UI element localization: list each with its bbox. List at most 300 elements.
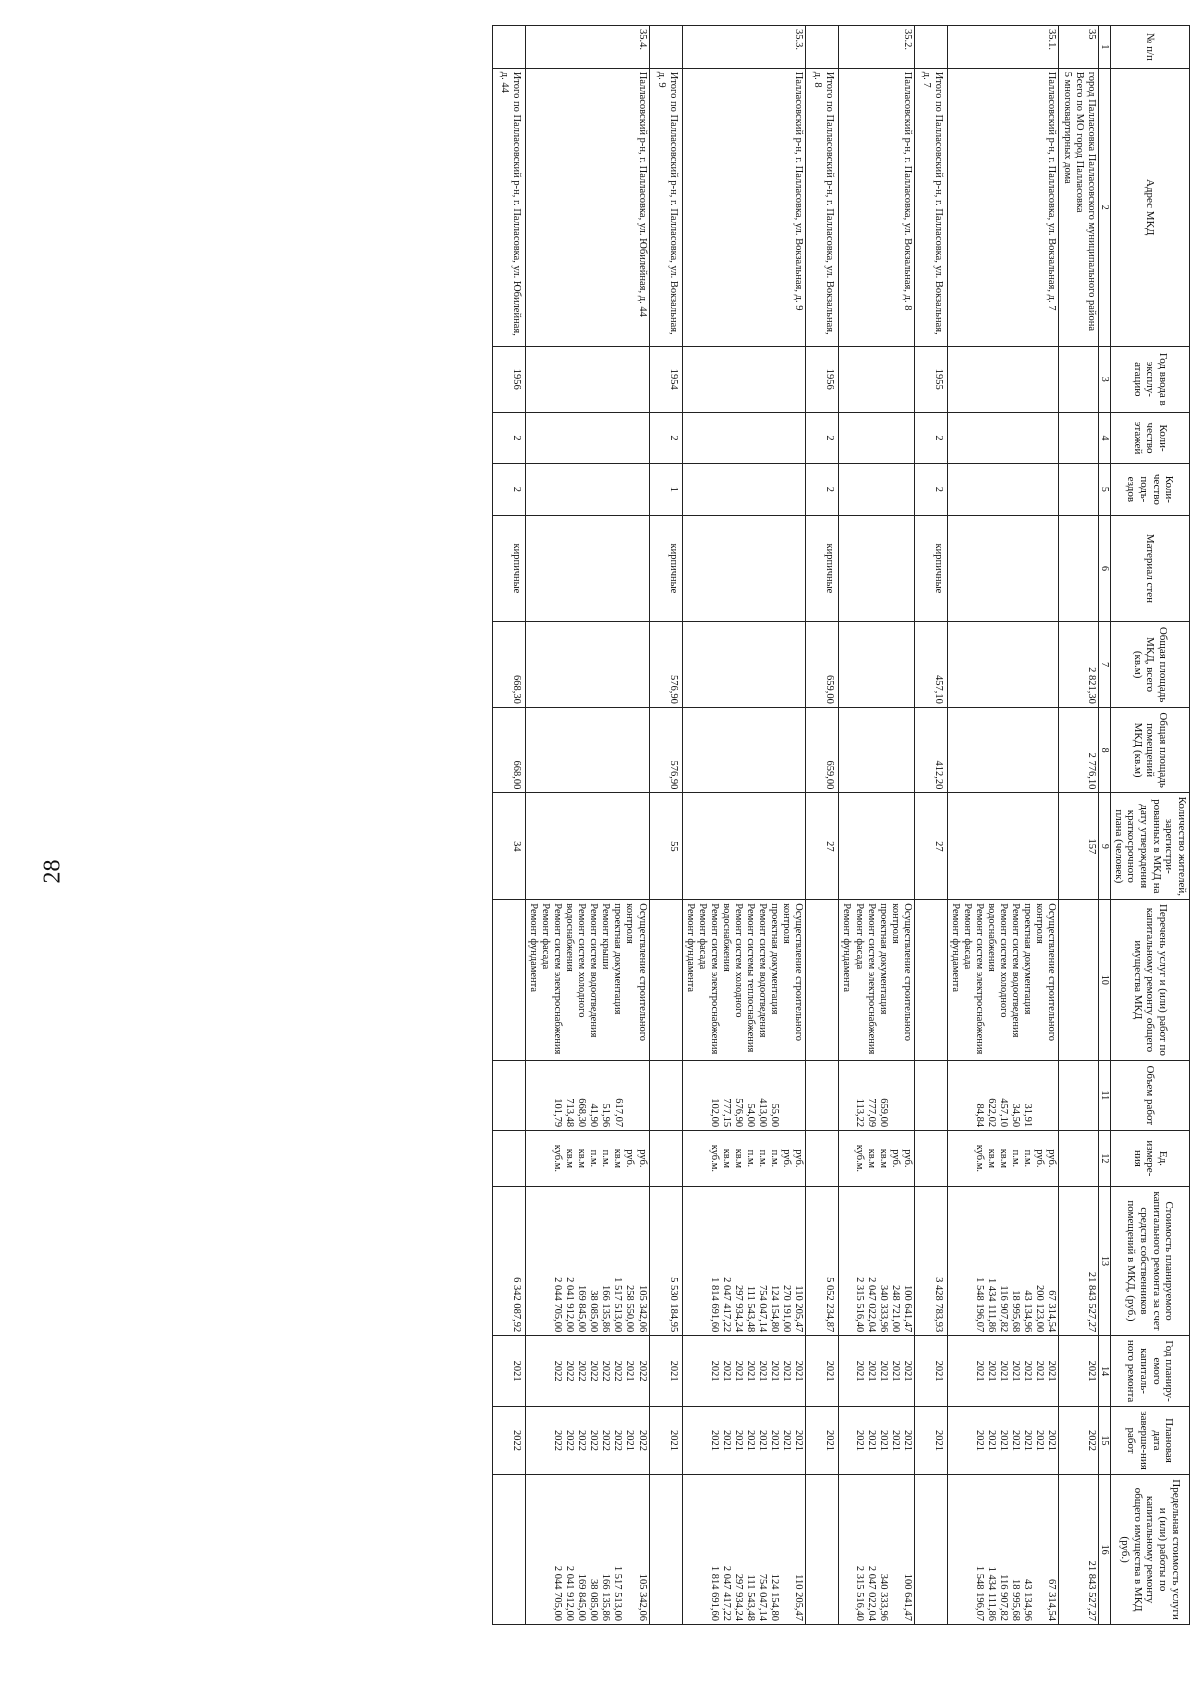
- work-cost-line: 1 434 111,86: [986, 1277, 998, 1333]
- premises-area: 576,90: [649, 707, 682, 793]
- residents-count: 34: [492, 793, 525, 900]
- cost-limit-line: 340 333,96: [877, 1573, 889, 1621]
- completion-dates: [525, 1406, 649, 1474]
- building-row: [839, 26, 914, 1625]
- address-cell-line: Палласовский р-н, г. Палласовка, ул. Юбилейная, д. 44: [636, 71, 648, 317]
- work-volume-line: 413,00: [757, 1098, 769, 1128]
- cost-limit-line: 1 434 111,86: [986, 1566, 998, 1621]
- wall-material: [839, 515, 914, 622]
- work-line: Ремонт крыши: [600, 903, 612, 970]
- work-volume-line: 668,30: [576, 1098, 588, 1128]
- work-line: Ремонт системы теплоснабжения: [745, 903, 757, 1053]
- address-cell-line: Итого по Палласовский р-н, г. Палласовка, ул. Юбилейная, д. 44: [498, 71, 522, 336]
- work-unit-line: п.м.: [757, 1149, 769, 1168]
- wall-material: [525, 515, 649, 622]
- work-line: Ремонт фасада: [962, 903, 974, 970]
- cost-limit-line: 111 543,48: [745, 1574, 757, 1621]
- work-line: [667, 903, 679, 1056]
- repair-years: [839, 1336, 914, 1407]
- cost-limit-line: 754 047,14: [757, 1573, 769, 1621]
- completion-date-line: 2021: [932, 1430, 944, 1452]
- work-costs: [947, 1186, 1059, 1336]
- repair-year-line: 2022: [600, 1360, 612, 1382]
- cost-limit-line: [1033, 1478, 1045, 1621]
- work-volume-line: 622,02: [986, 1098, 998, 1128]
- work-unit-line: [1085, 1134, 1097, 1183]
- section-row: [1059, 26, 1098, 1625]
- cost-limits: [806, 1475, 839, 1625]
- premises-area: [682, 707, 806, 793]
- row-number: 35.3.: [682, 26, 806, 69]
- cost-limit-line: 169 845,00: [576, 1573, 588, 1621]
- cost-limit-line: 100 641,47: [901, 1573, 913, 1621]
- total-area: [525, 622, 649, 708]
- column-number: 9: [1098, 793, 1111, 900]
- work-cost-line: 2 047 022,04: [865, 1277, 877, 1333]
- entrances-count: 2: [806, 464, 839, 515]
- col-header: Общая площадь помещений МКД (кв.м): [1111, 707, 1190, 793]
- cost-limits: [492, 1475, 525, 1625]
- work-costs: [525, 1186, 649, 1336]
- work-units: [649, 1131, 682, 1187]
- completion-date-line: 2022: [588, 1430, 600, 1452]
- repair-year-line: 2022: [636, 1360, 648, 1382]
- work-units: [1059, 1131, 1098, 1187]
- work-cost-line: 5 052 234,87: [824, 1277, 836, 1333]
- work-cost-line: 169 845,00: [576, 1285, 588, 1333]
- work-cost-line: 340 333,96: [877, 1285, 889, 1333]
- work-cost-line: 1 814 691,60: [708, 1277, 720, 1333]
- work-unit-line: кв.м: [865, 1148, 877, 1169]
- work-line: Ремонт систем водоотведения: [1010, 903, 1022, 1038]
- floors-count: 2: [806, 412, 839, 463]
- column-number: 3: [1098, 346, 1111, 412]
- address-cell-line: Палласовский р-н, г. Палласовка, ул. Вокзальная, д. 7: [1046, 71, 1058, 311]
- address-cell-line: Итого по Палласовский р-н, г. Палласовка, ул. Вокзальная, д. 7: [920, 71, 944, 335]
- work-volume-line: [510, 1064, 522, 1128]
- address-cell: [839, 68, 914, 346]
- repair-year-line: 2021: [974, 1360, 986, 1382]
- completion-date-line: 2021: [1046, 1430, 1058, 1452]
- rotated-page: [30, 25, 1190, 1685]
- address-cell: [1059, 68, 1098, 346]
- completion-date-line: 2021: [667, 1430, 679, 1452]
- cost-limit-line: 2 041 912,00: [564, 1565, 576, 1621]
- work-costs: [492, 1186, 525, 1336]
- work-cost-line: 18 995,68: [1010, 1290, 1022, 1333]
- repair-years: [649, 1336, 682, 1407]
- address-cell-line: Палласовский р-н, г. Палласовка, ул. Вокзальная, д. 8: [901, 71, 913, 311]
- building-row: [682, 26, 806, 1625]
- residents-count: [839, 793, 914, 900]
- work-volumes: [525, 1060, 649, 1131]
- repair-year-line: 2021: [824, 1360, 836, 1382]
- address-cell: [914, 68, 947, 346]
- column-number-row: [1098, 26, 1111, 1625]
- repair-year-line: 2021: [732, 1360, 744, 1382]
- work-volume-line: [932, 1064, 944, 1128]
- cost-limit-line: 1 548 196,07: [974, 1565, 986, 1621]
- work-unit-line: руб.: [781, 1149, 793, 1168]
- total-area: 668,30: [492, 622, 525, 708]
- work-volume-line: 576,90: [733, 1098, 745, 1128]
- column-number: 5: [1098, 464, 1111, 515]
- cost-limit-line: [823, 1478, 835, 1621]
- work-unit-line: кв.м: [564, 1148, 576, 1169]
- work-cost-line: 1 548 196,07: [974, 1277, 986, 1333]
- building-row: [525, 26, 649, 1625]
- work-line: [510, 903, 522, 1056]
- total-row: [806, 26, 839, 1625]
- repair-years: [492, 1336, 525, 1407]
- cost-limits: [682, 1475, 806, 1625]
- floors-count: 2: [492, 412, 525, 463]
- repair-year-line: 2021: [1046, 1360, 1058, 1382]
- work-volume-line: 113,22: [853, 1098, 865, 1128]
- work-costs: [1059, 1186, 1098, 1336]
- work-volume-line: [780, 1064, 792, 1128]
- address-cell-line: город Палласовка Палласовского муниципального района: [1085, 71, 1097, 332]
- work-volume-line: 51,96: [600, 1103, 612, 1128]
- address-cell-line: 5 многоквартирных дома: [1061, 71, 1073, 184]
- wall-material: кирпичные: [914, 515, 947, 622]
- col-header: Перечень услуг и (или) работ по капитальному ремонту общего имущества МКД: [1111, 900, 1190, 1060]
- residents-count: [525, 793, 649, 900]
- entrances-count: [947, 464, 1059, 515]
- cost-limit-line: 43 134,96: [1022, 1579, 1034, 1621]
- residents-count: 157: [1059, 793, 1098, 900]
- residents-count: 27: [914, 793, 947, 900]
- repair-year-line: 2021: [889, 1360, 901, 1382]
- row-number: [806, 26, 839, 69]
- work-unit-line: кв.м: [877, 1148, 889, 1169]
- repair-year-line: 2021: [998, 1360, 1010, 1382]
- work-volumes: [914, 1060, 947, 1131]
- work-volume-line: [636, 1064, 648, 1128]
- works-list: [947, 900, 1059, 1060]
- completion-date-line: 2021: [986, 1430, 998, 1452]
- repair-years: [1059, 1336, 1098, 1407]
- cost-limit-line: 124 154,80: [769, 1573, 781, 1621]
- work-line: Осуществление строительного контроля: [1034, 903, 1058, 1042]
- total-row: [492, 26, 525, 1625]
- work-volume-line: 101,79: [552, 1098, 564, 1128]
- completion-date-line: 2021: [901, 1430, 913, 1452]
- work-volume-line: 457,10: [998, 1098, 1010, 1128]
- repair-plan-table: [492, 25, 1190, 1625]
- col-header: Адрес МКД: [1111, 68, 1190, 346]
- address-cell: [492, 68, 525, 346]
- completion-date-line: 2021: [1010, 1430, 1022, 1452]
- completion-dates: [839, 1406, 914, 1474]
- column-number: 14: [1098, 1336, 1111, 1407]
- work-units: [914, 1131, 947, 1187]
- completion-date-line: 2022: [600, 1430, 612, 1452]
- works-list: [682, 900, 806, 1060]
- building-row: [947, 26, 1059, 1625]
- work-line: [1085, 903, 1097, 1056]
- work-unit-line: руб.: [636, 1149, 648, 1168]
- work-cost-line: 116 907,82: [998, 1285, 1010, 1333]
- work-volume-line: 31,91: [1022, 1103, 1034, 1128]
- work-line: Ремонт систем холодного водоснабжения: [564, 903, 588, 1018]
- work-unit-line: руб.: [901, 1149, 913, 1168]
- residents-count: 27: [806, 793, 839, 900]
- work-unit-line: п.м.: [588, 1149, 600, 1168]
- repair-year-line: 2021: [757, 1360, 769, 1382]
- col-header: Ед. измере-ния: [1111, 1131, 1190, 1187]
- work-costs: [839, 1186, 914, 1336]
- work-line: Ремонт систем водоотведения: [588, 903, 600, 1038]
- work-line: Ремонт фундамента: [841, 903, 853, 993]
- work-volume-line: 659,00: [877, 1098, 889, 1128]
- work-volume-line: [667, 1064, 679, 1128]
- work-volume-line: [624, 1064, 636, 1128]
- col-header: Коли-чество подъ-ездов: [1111, 464, 1190, 515]
- work-unit-line: кв.м: [986, 1148, 998, 1169]
- work-cost-line: 43 134,96: [1022, 1290, 1034, 1333]
- completion-date-line: 2021: [974, 1430, 986, 1452]
- work-cost-line: 110 205,47: [793, 1285, 805, 1333]
- work-line: Ремонт фасада: [696, 903, 708, 970]
- completion-date-line: 2021: [889, 1430, 901, 1452]
- work-cost-line: 6 342 087,92: [510, 1277, 522, 1333]
- repair-year-line: 2022: [564, 1360, 576, 1382]
- repair-years: [806, 1336, 839, 1407]
- completion-date-line: 2021: [757, 1430, 769, 1452]
- work-volumes: [947, 1060, 1059, 1131]
- work-unit-line: кв.м: [612, 1148, 624, 1169]
- floors-count: [839, 412, 914, 463]
- completion-date-line: 2021: [824, 1430, 836, 1452]
- work-volume-line: [1045, 1064, 1057, 1128]
- floors-count: [525, 412, 649, 463]
- cost-limit-line: 21 843 527,27: [1085, 1560, 1097, 1621]
- work-unit-line: руб.: [889, 1149, 901, 1168]
- cost-limit-line: [932, 1478, 944, 1621]
- work-units: [492, 1131, 525, 1187]
- floors-count: [682, 412, 806, 463]
- work-line: Осуществление строительного контроля: [889, 903, 913, 1042]
- work-cost-line: 38 085,00: [588, 1290, 600, 1333]
- work-volume-line: 84,84: [974, 1103, 986, 1128]
- wall-material: кирпичные: [492, 515, 525, 622]
- entrances-count: [839, 464, 914, 515]
- work-line: Ремонт систем холодного водоснабжения: [986, 903, 1010, 1018]
- work-costs: [914, 1186, 947, 1336]
- work-costs: [649, 1186, 682, 1336]
- cost-limit-line: 1 814 691,60: [708, 1565, 720, 1621]
- work-volumes: [839, 1060, 914, 1131]
- completion-date-line: 2021: [793, 1430, 805, 1452]
- column-number: 12: [1098, 1131, 1111, 1187]
- col-header: Стоимость планируемого капитального ремонта за счет средств собственников помещений в МКД, (руб.): [1111, 1186, 1190, 1336]
- work-line: Осуществление строительного контроля: [624, 903, 648, 1042]
- floors-count: [1059, 412, 1098, 463]
- work-cost-line: 111 543,48: [745, 1285, 757, 1333]
- cost-limits: [947, 1475, 1059, 1625]
- col-header: Материал стен: [1111, 515, 1190, 622]
- work-volumes: [492, 1060, 525, 1131]
- completion-date-line: 2021: [720, 1430, 732, 1452]
- column-number: 11: [1098, 1060, 1111, 1131]
- completion-date-line: 2022: [636, 1430, 648, 1452]
- work-unit-line: п.м.: [745, 1149, 757, 1168]
- year-built: [1059, 346, 1098, 412]
- year-built: [525, 346, 649, 412]
- work-line: проектная документация: [877, 903, 889, 1015]
- wall-material: кирпичные: [806, 515, 839, 622]
- total-area: 659,00: [806, 622, 839, 708]
- work-cost-line: 270 191,00: [781, 1285, 793, 1333]
- premises-area: [839, 707, 914, 793]
- address-cell: [947, 68, 1059, 346]
- work-line: Ремонт фундамента: [949, 903, 961, 993]
- column-number: 4: [1098, 412, 1111, 463]
- work-cost-line: 5 530 184,95: [667, 1277, 679, 1333]
- work-volume-line: 102,00: [708, 1098, 720, 1128]
- completion-dates: [1059, 1406, 1098, 1474]
- completion-dates: [649, 1406, 682, 1474]
- repair-year-line: 2021: [745, 1360, 757, 1382]
- works-list: [1059, 900, 1098, 1060]
- work-unit-line: руб.: [793, 1149, 805, 1168]
- work-unit-line: [667, 1134, 679, 1183]
- completion-dates: [682, 1406, 806, 1474]
- work-volume-line: [1033, 1064, 1045, 1128]
- cost-limit-line: [667, 1478, 679, 1621]
- cost-limit-line: 2 047 417,22: [720, 1565, 732, 1621]
- column-number: 8: [1098, 707, 1111, 793]
- premises-area: [947, 707, 1059, 793]
- wall-material: кирпичные: [649, 515, 682, 622]
- address-cell: [525, 68, 649, 346]
- work-cost-line: 200 123,00: [1034, 1285, 1046, 1333]
- work-cost-line: 754 047,14: [757, 1285, 769, 1333]
- work-unit-line: [510, 1134, 522, 1183]
- works-list: [839, 900, 914, 1060]
- completion-date-line: 2021: [1022, 1430, 1034, 1452]
- work-units: [839, 1131, 914, 1187]
- work-volume-line: 777,15: [721, 1098, 733, 1128]
- row-number: [914, 26, 947, 69]
- work-cost-line: 258 550,00: [624, 1285, 636, 1333]
- work-volume-line: [1085, 1064, 1097, 1128]
- work-unit-line: куб.м.: [708, 1144, 720, 1173]
- work-line: Осуществление строительного контроля: [781, 903, 805, 1042]
- floors-count: [947, 412, 1059, 463]
- column-number: 15: [1098, 1406, 1111, 1474]
- repair-year-line: 2021: [1034, 1360, 1046, 1382]
- completion-date-line: 2021: [853, 1430, 865, 1452]
- works-list: [806, 900, 839, 1060]
- repair-year-line: 2021: [1010, 1360, 1022, 1382]
- row-number: 35.2.: [839, 26, 914, 69]
- premises-area: 659,00: [806, 707, 839, 793]
- work-unit-line: куб.м.: [552, 1144, 564, 1173]
- total-area: [947, 622, 1059, 708]
- repair-year-line: 2021: [986, 1360, 998, 1382]
- completion-date-line: 2021: [781, 1430, 793, 1452]
- column-number: 1: [1098, 26, 1111, 69]
- work-line: Ремонт систем электроснабжения: [865, 903, 877, 1055]
- row-number: [649, 26, 682, 69]
- floors-count: 2: [649, 412, 682, 463]
- work-line: [932, 903, 944, 1056]
- work-volume-line: 777,09: [865, 1098, 877, 1128]
- address-cell-line: Палласовский р-н, г. Палласовка, ул. Вокзальная, д. 9: [793, 71, 805, 311]
- entrances-count: 2: [914, 464, 947, 515]
- col-header: Объем работ: [1111, 1060, 1190, 1131]
- column-number: 13: [1098, 1186, 1111, 1336]
- total-area: [839, 622, 914, 708]
- total-area: 457,10: [914, 622, 947, 708]
- cost-limit-line: [780, 1478, 792, 1621]
- work-cost-line: 2 044 705,00: [552, 1277, 564, 1333]
- work-volume-line: 34,50: [1010, 1103, 1022, 1128]
- total-area: 576,90: [649, 622, 682, 708]
- entrances-count: [1059, 464, 1098, 515]
- wall-material: [947, 515, 1059, 622]
- cost-limits: [525, 1475, 649, 1625]
- year-built: [947, 346, 1059, 412]
- completion-dates: [806, 1406, 839, 1474]
- work-volumes: [1059, 1060, 1098, 1131]
- work-cost-line: 3 428 783,93: [932, 1277, 944, 1333]
- repair-year-line: 2021: [901, 1360, 913, 1382]
- work-unit-line: руб.: [1034, 1149, 1046, 1168]
- work-units: [525, 1131, 649, 1187]
- column-number: 16: [1098, 1475, 1111, 1625]
- work-line: Ремонт систем водоотведения: [757, 903, 769, 1038]
- repair-years: [525, 1336, 649, 1407]
- work-cost-line: 105 342,06: [636, 1285, 648, 1333]
- row-number: [492, 26, 525, 69]
- works-list: [492, 900, 525, 1060]
- work-volume-line: [901, 1064, 913, 1128]
- col-header: Коли-чество этажей: [1111, 412, 1190, 463]
- completion-date-line: 2021: [877, 1430, 889, 1452]
- repair-year-line: 2022: [612, 1360, 624, 1382]
- cost-limits: [914, 1475, 947, 1625]
- work-unit-line: [823, 1134, 835, 1183]
- col-header: Плановая дата заверше-ния работ: [1111, 1406, 1190, 1474]
- work-line: проектная документация: [769, 903, 781, 1015]
- work-line: Ремонт фасада: [853, 903, 865, 970]
- work-cost-line: 67 314,54: [1046, 1290, 1058, 1333]
- work-cost-line: 297 934,24: [732, 1285, 744, 1333]
- work-units: [682, 1131, 806, 1187]
- total-area: 2 821,30: [1059, 622, 1098, 708]
- work-volume-line: 617,07: [612, 1098, 624, 1128]
- work-unit-line: кв.м: [720, 1148, 732, 1169]
- premises-area: 412,20: [914, 707, 947, 793]
- work-volumes: [682, 1060, 806, 1131]
- total-row: [649, 26, 682, 1625]
- cost-limits: [649, 1475, 682, 1625]
- work-unit-line: руб.: [1046, 1149, 1058, 1168]
- repair-year-line: 2021: [865, 1360, 877, 1382]
- work-line: Ремонт систем холодного водоснабжения: [720, 903, 744, 1018]
- cost-limits: [839, 1475, 914, 1625]
- wall-material: [1059, 515, 1098, 622]
- column-number: 7: [1098, 622, 1111, 708]
- completion-dates: [492, 1406, 525, 1474]
- work-costs: [682, 1186, 806, 1336]
- completion-date-line: 2021: [998, 1430, 1010, 1452]
- repair-year-line: 2021: [1022, 1360, 1034, 1382]
- completion-date-line: 2021: [865, 1430, 877, 1452]
